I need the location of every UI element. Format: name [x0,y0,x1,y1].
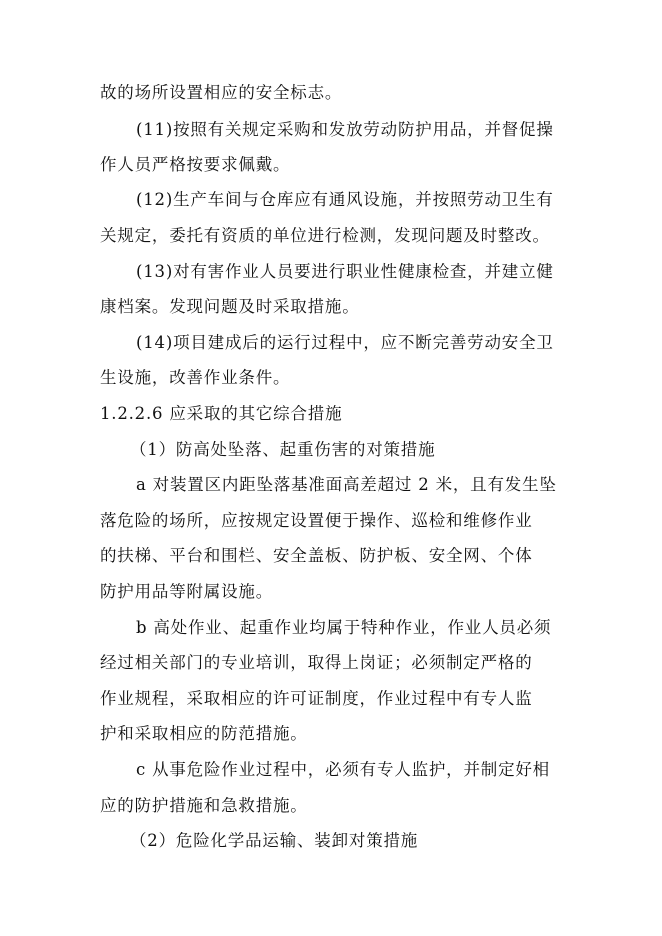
text-line: (11)按照有关规定采购和发放劳动防护用品，并督促操 [136,120,554,139]
text-line: 作人员严格按要求佩戴。 [100,155,291,174]
text-line: 故的场所设置相应的安全标志。 [100,83,343,102]
subsection-heading: （1）防高处坠落、起重伤害的对策措施 [130,440,436,459]
text-line: (13)对有害作业人员要进行职业性健康检查，并建立健 [136,262,554,281]
text-line: 生设施，改善作业条件。 [100,368,291,387]
text-line: 落危险的场所，应按规定设置便于操作、巡检和维修作业 [100,511,533,530]
text-line: 应的防护措施和急救措施。 [100,796,308,815]
text-line: b 高处作业、起重作业均属于特种作业，作业人员必须 [136,618,552,637]
text-line: 作业规程，采取相应的许可证制度，作业过程中有专人监 [100,689,533,708]
text-line: 关规定，委托有资质的单位进行检测，发现问题及时整改。 [100,226,550,245]
text-line: (12)生产车间与仓库应有通风设施，并按照劳动卫生有 [136,190,554,209]
text-line: 护和采取相应的防范措施。 [100,724,308,743]
text-line: c 从事危险作业过程中，必须有专人监护，并制定好相 [136,760,550,779]
text-line: 的扶梯、平台和围栏、安全盖板、防护板、安全网、个体 [100,546,533,565]
text-line: a 对装置区内距坠落基准面高差超过 2 米，且有发生坠 [136,475,557,494]
text-line: 经过相关部门的专业培训，取得上岗证；必须制定严格的 [100,653,533,672]
text-line: (14)项目建成后的运行过程中，应不断完善劳动安全卫 [136,333,554,352]
text-line: 防护用品等附属设施。 [100,582,273,601]
subsection-heading: （2）危险化学品运输、装卸对策措施 [130,831,419,850]
section-heading: 1.2.2.6 应采取的其它综合措施 [100,404,343,423]
text-line: 康档案。发现问题及时采取措施。 [100,297,360,316]
